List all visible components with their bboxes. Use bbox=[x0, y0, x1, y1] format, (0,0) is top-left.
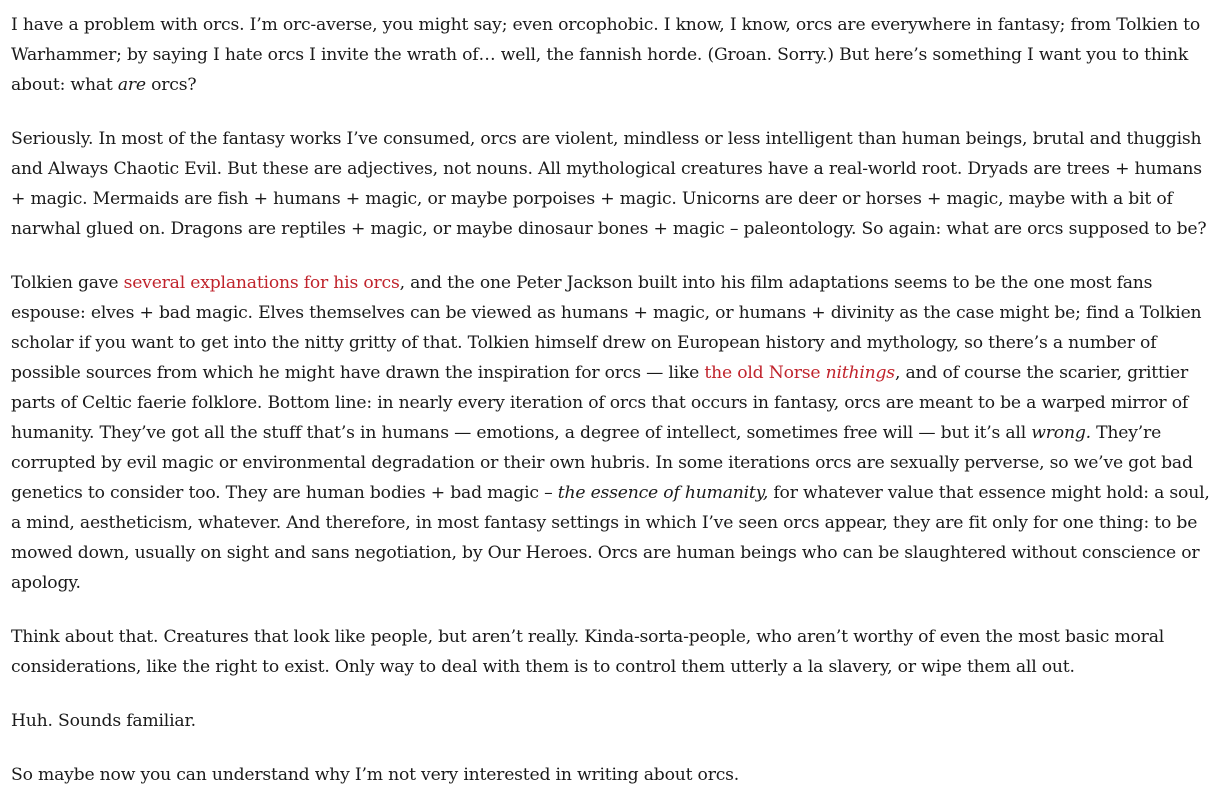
paragraph-3-text-d: They’re corrupted by evil magic or environmental degradation or their own hubris. In some iterations orcs are sexually perverse, so we’ve got bad genetics to consider too. They are human bodies + bad magic – bbox=[11, 423, 1193, 503]
paragraph-1 bbox=[11, 10, 1211, 100]
paragraph-1-text-b: orcs? bbox=[145, 75, 197, 95]
paragraph-2: Seriously. In most of the fantasy works I’ve consumed, orcs are violent, mindless or less intelligent than human beings, brutal and thuggish and Always Chaotic Evil. But these are adjectives, not nouns. All mythological creatures have a real-world root. Dryads are trees + humans + magic. Mermaids are fish + humans + magic, or maybe porpoises + magic. Unicorns are deer or horses + magic, maybe with a bit of narwhal glued on. Dragons are reptiles + magic, or maybe dinosaur bones + magic – paleontology. So again: what are orcs supposed to be? bbox=[11, 129, 1207, 239]
paragraph-6: So maybe now you can understand why I’m not very interested in writing about orcs. bbox=[11, 765, 740, 785]
paragraph-4: Think about that. Creatures that look like people, but aren’t really. Kinda-sorta-people, who aren’t worthy of even the most basic moral considerations, like the right to exist. Only way to deal with them is to control them utterly a la slavery, or wipe them all out. bbox=[11, 627, 1165, 677]
paragraph-3-text-a: Tolkien gave bbox=[11, 273, 124, 293]
norse-nithings-link[interactable] bbox=[704, 363, 895, 383]
paragraph-3-text-b: , and the one Peter Jackson built into his film adaptations seems to be the one most fans espouse: elves + bad magic. Elves themselves can be viewed as humans + magic, or humans + divinity as the case might be; find a Tolkien scholar if you want to get into the nitty gritty of that. Tolkien himself drew on European history and mythology, so there’s a number of possible sources from which he might have drawn the inspiration for orcs — like bbox=[11, 273, 1202, 383]
paragraph-1-emphasis: are bbox=[117, 75, 146, 95]
orc-explanations-link[interactable]: several explanations for his orcs bbox=[123, 273, 400, 293]
paragraph-3-emphasis-essence: the essence of humanity, bbox=[557, 483, 769, 503]
paragraph-1-text-a: I have a problem with orcs. I’m orc-averse, you might say; even orcophobic. I know, I know, orcs are everywhere in fantasy; from Tolkien to Warhammer; by saying I hate orcs I invite the wrath of… well, the fannish horde. (Groan. Sorry.) But here’s something I want you to think about: what bbox=[11, 15, 1201, 95]
norse-link-text: the old Norse bbox=[704, 363, 826, 383]
paragraph-3-text-c: , and of course the scarier, grittier parts of Celtic faerie folklore. Bottom line: in nearly every iteration of orcs that occurs in fantasy, orcs are meant to be a warped mirror of humanity. They’ve got all the stuff that’s in humans — emotions, a degree of intellect, sometimes free will — but it’s all bbox=[11, 363, 1189, 443]
paragraph-3-emphasis-wrong: wrong. bbox=[1031, 423, 1091, 443]
paragraph-5: Huh. Sounds familiar. bbox=[11, 711, 196, 731]
paragraph-3 bbox=[11, 268, 1211, 598]
paragraph-3-text-e: for whatever value that essence might hold: a soul, a mind, aestheticism, whatever. And therefore, in most fantasy settings in which I’ve seen orcs appear, they are fit only for one thing: to be mowed down, usually on sight and sans negotiation, by Our Heroes. Orcs are human beings who can be slaughtered without conscience or apology. bbox=[11, 483, 1210, 593]
norse-link-emphasis: nithings bbox=[825, 363, 895, 383]
